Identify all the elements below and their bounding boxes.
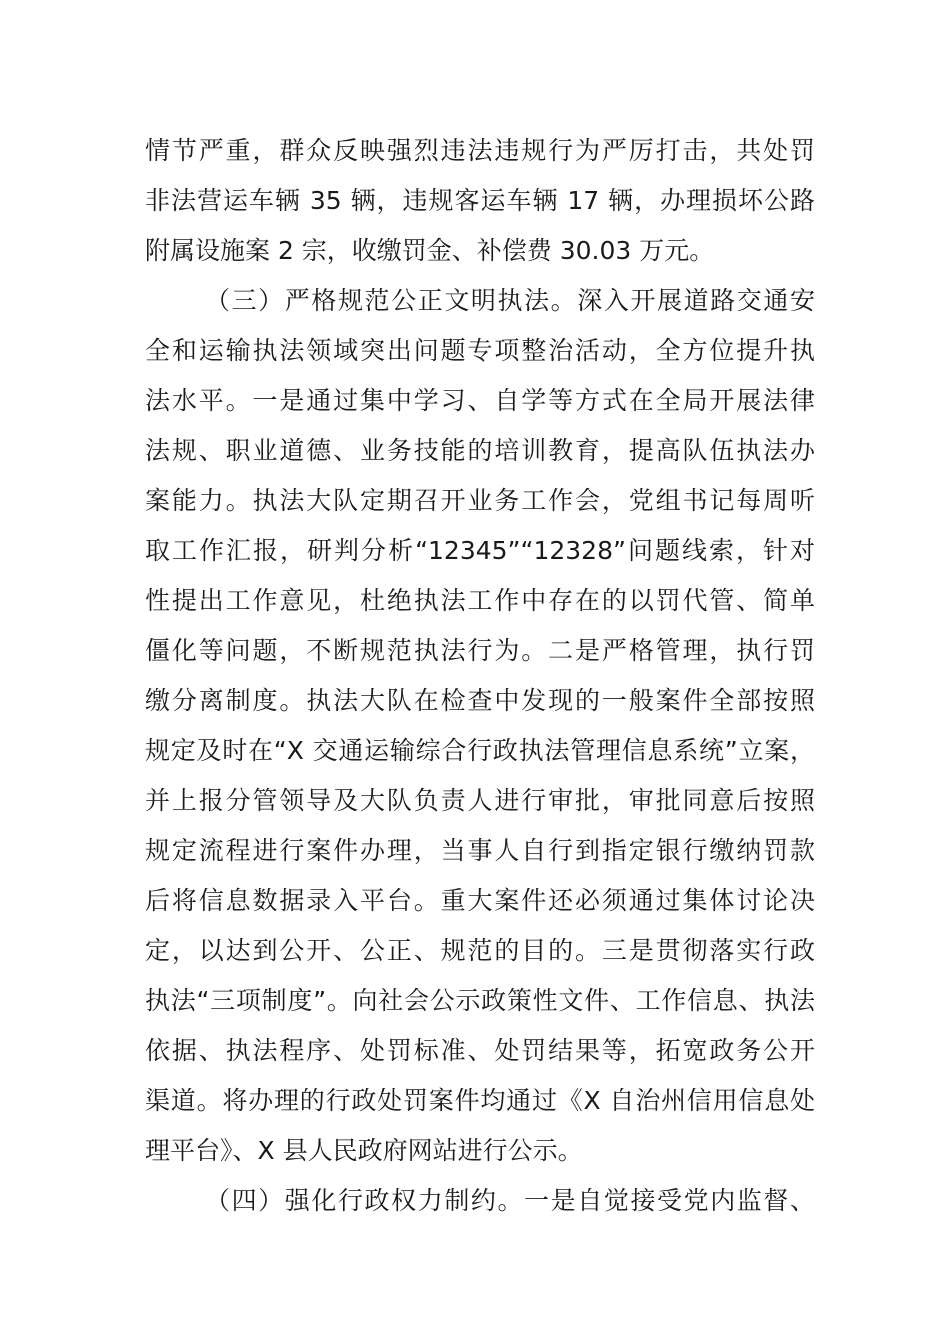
text-line: 并上报分管领导及大队负责人进行审批，审批同意后按照 [145,786,815,815]
text-line: 附属设施案 2 宗，收缴罚金、补偿费 30.03 万元。 [145,236,715,265]
text-line: 全和运输执法领域突出问题专项整治活动，全方位提升执 [145,336,815,365]
text-line: 法规、职业道德、业务技能的培训教育，提高队伍执法办 [145,436,815,465]
text-line: 依据、执法程序、处罚标准、处罚结果等，拓宽政务公开 [145,1036,815,1065]
text-line: 规定流程进行案件办理，当事人自行到指定银行缴纳罚款 [145,836,815,865]
text-line: 规定及时在“X 交通运输综合行政执法管理信息系统”立案， [145,736,815,765]
text-line: 法水平。一是通过集中学习、自学等方式在全局开展法律 [145,386,815,415]
text-line: 情节严重，群众反映强烈违法违规行为严厉打击，共处罚 [145,136,815,165]
text-line: 性提出工作意见，杜绝执法工作中存在的以罚代管、简单 [145,586,815,615]
text-line: 取工作汇报，研判分析“12345”“12328”问题线索，针对 [145,536,815,565]
text-line: 理平台》、X 县人民政府网站进行公示。 [145,1136,583,1165]
body-text [145,126,815,1226]
text-line: 执法“三项制度”。向社会公示政策性文件、工作信息、执法 [145,986,815,1015]
text-line: 后将信息数据录入平台。重大案件还必须通过集体讨论决 [145,886,815,915]
text-line: 非法营运车辆 35 辆，违规客运车辆 17 辆，办理损坏公路 [145,186,815,215]
text-line: 僵化等问题，不断规范执法行为。二是严格管理，执行罚 [145,636,815,665]
text-line: 渠道。将办理的行政处罚案件均通过《X 自治州信用信息处 [145,1086,815,1115]
text-line: 定，以达到公开、公正、规范的目的。三是贯彻落实行政 [145,936,815,965]
text-line: 案能力。执法大队定期召开业务工作会，党组书记每周听 [145,486,815,515]
section-heading-line: （三）严格规范公正文明执法。深入开展道路交通安 [205,286,815,315]
section-heading-line: （四）强化行政权力制约。一是自觉接受党内监督、 [205,1186,815,1215]
text-line: 缴分离制度。执法大队在检查中发现的一般案件全部按照 [145,686,815,715]
